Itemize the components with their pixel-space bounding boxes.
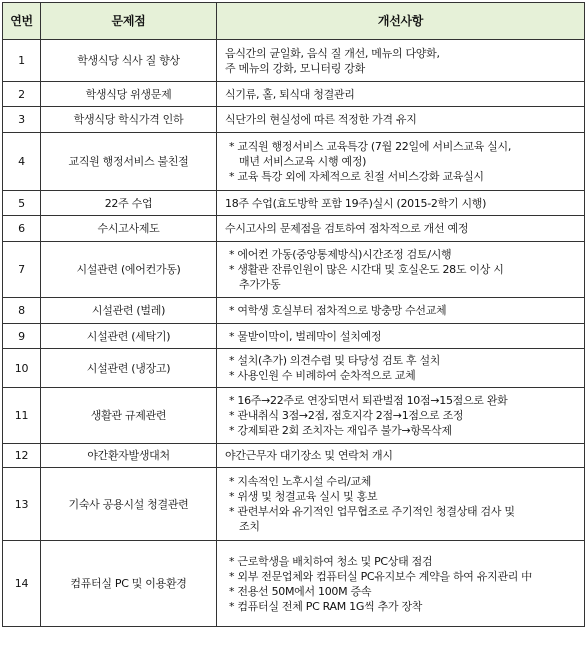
problem-cell: 학생식당 학식가격 인하 [41, 107, 217, 133]
improvement-line: 조치 [239, 520, 260, 533]
problem-cell: 시설관련 (벌레) [41, 298, 217, 324]
problem-cell: 시설관련 (에어컨가동) [41, 242, 217, 298]
improvement-line: * 에어컨 가동(중앙통제방식)시간조정 검토/시행 [229, 248, 452, 261]
improvement-line: 18주 수업(효도방학 포함 19주)실시 (2015-2학기 시행) [225, 196, 487, 210]
issues-table [2, 2, 585, 627]
improvement-line: 음식간의 균일화, 음식 질 개선, 메뉴의 다양화, [225, 46, 440, 60]
row-number: 14 [3, 541, 41, 627]
improvement-cell [217, 107, 585, 133]
improvement-line: * 지속적인 노후시설 수리/교체 [229, 475, 372, 488]
improvement-line: * 16주→22주로 연장되면서 퇴관벌점 10점→15점으로 완화 [229, 394, 508, 407]
problem-cell: 기숙사 공용시설 청결관련 [41, 468, 217, 541]
improvement-line: 야간근무자 대기장소 및 연락처 개시 [225, 449, 393, 462]
improvement-line: * 사용인원 수 비례하여 순차적으로 교체 [229, 369, 416, 382]
table-row [3, 216, 585, 242]
problem-cell: 22주 수업 [41, 191, 217, 216]
improvement-line: * 물받이막이, 벌레막이 설치예정 [229, 329, 382, 343]
problem-cell: 학생식당 식사 질 향상 [41, 40, 217, 82]
improvement-line: 매년 서비스교육 시행 예정) [239, 155, 367, 168]
table-row [3, 324, 585, 349]
improvement-cell [217, 324, 585, 349]
header-row [3, 3, 585, 40]
table-row [3, 82, 585, 107]
improvement-cell [217, 40, 585, 82]
problem-cell: 수시고사제도 [41, 216, 217, 242]
row-number: 13 [3, 468, 41, 541]
header-problem: 문제점 [41, 3, 217, 40]
table-row [3, 242, 585, 298]
improvement-line: * 외부 전문업체와 컴퓨터실 PC유지보수 계약을 하여 유지관리 中 [229, 569, 533, 583]
improvement-line: * 강제퇴관 2회 조치자는 재입주 불가→항목삭제 [229, 424, 452, 437]
problem-cell: 학생식당 위생문제 [41, 82, 217, 107]
improvement-cell [217, 133, 585, 191]
improvement-line: * 교육 특강 외에 자체적으로 친절 서비스강화 교육실시 [229, 170, 484, 183]
table-row [3, 133, 585, 191]
improvement-cell [217, 298, 585, 324]
improvement-line: 수시고사의 문제점을 검토하여 점차적으로 개선 예정 [225, 222, 469, 235]
improvement-line: * 관련부서와 유기적인 업무협조로 주기적인 청결상태 검사 및 [229, 505, 515, 518]
table-row [3, 388, 585, 444]
improvement-line: * 컴퓨터실 전체 PC RAM 1G씩 추가 장착 [229, 599, 423, 613]
improvement-cell [217, 82, 585, 107]
table-row [3, 349, 585, 388]
row-number: 1 [3, 40, 41, 82]
improvement-cell [217, 349, 585, 388]
improvement-cell [217, 242, 585, 298]
improvement-line: * 관내취식 3점→2점, 점호지각 2점→1점으로 조정 [229, 409, 464, 422]
improvement-line: * 여학생 호실부터 점차적으로 방충망 수선교체 [229, 304, 447, 317]
header-improvement: 개선사항 [217, 3, 585, 40]
row-number: 5 [3, 191, 41, 216]
improvement-cell [217, 216, 585, 242]
row-number: 3 [3, 107, 41, 133]
row-number: 6 [3, 216, 41, 242]
improvement-line: 식단가의 현실성에 따른 적정한 가격 유지 [225, 113, 417, 126]
table-row [3, 40, 585, 82]
improvement-line: * 생활관 잔류인원이 많은 시간대 및 호실온도 28도 이상 시 [229, 263, 504, 276]
improvement-line: * 전용선 50M에서 100M 증속 [229, 584, 372, 598]
row-number: 7 [3, 242, 41, 298]
row-number: 10 [3, 349, 41, 388]
improvement-line: * 교직원 행정서비스 교육특강 (7월 22일에 서비스교육 실시, [229, 140, 512, 153]
row-number: 11 [3, 388, 41, 444]
row-number: 12 [3, 444, 41, 468]
table-row [3, 444, 585, 468]
improvement-cell [217, 388, 585, 444]
row-number: 4 [3, 133, 41, 191]
problem-cell: 시설관련 (냉장고) [41, 349, 217, 388]
improvement-cell [217, 444, 585, 468]
improvement-cell [217, 541, 585, 627]
table-row [3, 541, 585, 627]
row-number: 9 [3, 324, 41, 349]
problem-cell: 야간환자발생대처 [41, 444, 217, 468]
problem-cell: 생활관 규제관련 [41, 388, 217, 444]
improvement-line: * 위생 및 청결교육 실시 및 홍보 [229, 490, 378, 503]
table-row [3, 298, 585, 324]
improvement-line: 주 메뉴의 강화, 모니터링 강화 [225, 61, 365, 75]
improvement-line: * 근로학생을 배치하여 청소 및 PC상태 점검 [229, 554, 433, 568]
table-row [3, 107, 585, 133]
improvement-cell [217, 191, 585, 216]
improvement-line: * 설치(추가) 의견수렴 및 타당성 검토 후 설치 [229, 354, 441, 367]
improvement-cell [217, 468, 585, 541]
problem-cell: 교직원 행정서비스 불친절 [41, 133, 217, 191]
problem-cell: 시설관련 (세탁기) [41, 324, 217, 349]
problem-cell: 컴퓨터실 PC 및 이용환경 [41, 541, 217, 627]
table-row [3, 191, 585, 216]
improvement-line: 식기류, 홀, 퇴식대 청결관리 [225, 87, 355, 101]
row-number: 8 [3, 298, 41, 324]
improvement-line: 추가가동 [239, 278, 281, 291]
row-number: 2 [3, 82, 41, 107]
header-no: 연번 [3, 3, 41, 40]
table-row [3, 468, 585, 541]
